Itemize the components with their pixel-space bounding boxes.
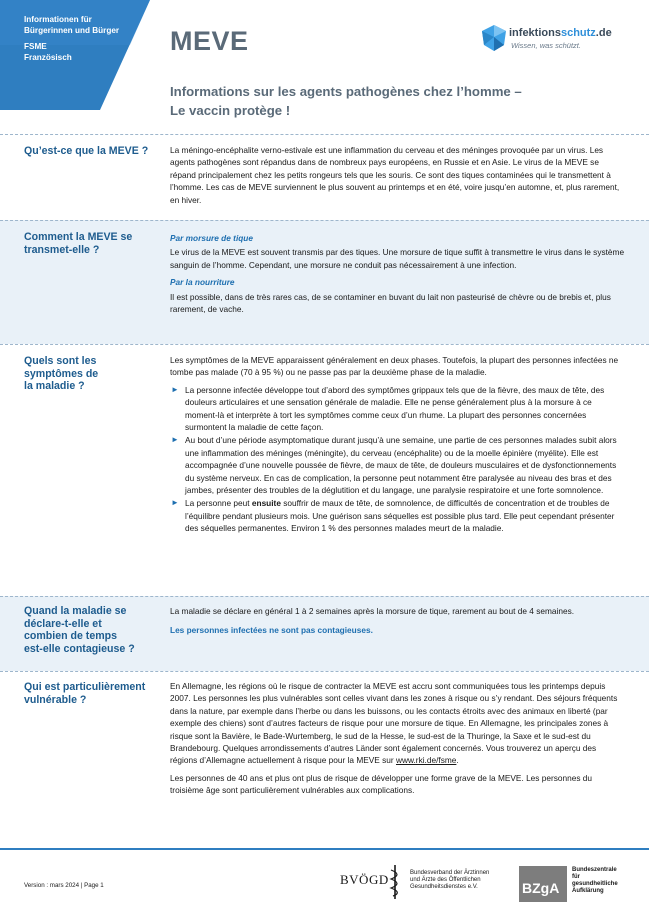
section-transmission [0,220,649,344]
arrow-bullet-icon: ► [171,384,179,394]
answer-paragraph: La maladie se déclare en général 1 à 2 semaines après la morsure de tique, rarement au bout de 4 semaines. [170,606,575,616]
bzga-logo: BZgA [519,866,567,902]
bvoegd-logo: BVÖGD [340,872,389,887]
list-item: ► La personne peut ensuite souffrir de maux de tête, de somnolence, de difficultés de concentration et de troubles de l’équilibre pendant plusieurs mois. Une guérison sans séquelles est possible plus tard. Elle peut cependant présenter des séquelles permanentes. Environ 1 % des personnes malades meurt de la maladie. [171,498,615,534]
disease-code: FSME [24,42,47,51]
subheading: Par la nourriture [170,277,235,288]
language-label: Französisch [24,52,72,62]
section-divider [0,134,649,135]
page-subtitle [170,82,522,120]
list-item: ► Au bout d’une période asymptomatique durant jusqu’à une semaine, une partie de ces personnes malades subit alors une inflammation des méninges (méningite), du cerveau (encéphalite) ou de la moelle épinière (myélite). Elle est accompagnée d’une nouvelle poussée de fièvre, de maux de tête, de douleurs musculaires et de dysfonctionnements du système nerveux. En cas de complication, la personne peut notamment être paralysée au niveau des bras et des jambes, présenter des troubles de la déglutition et du langage, une paralysie respiratoire et une forte somnolence. [171,435,617,496]
answer-paragraph: Le virus de la MEVE est souvent transmis par des tiques. Une morsure de tique suffit à transmettre le virus dans le système sanguin de l’homme. Cependant, une morsure ne conduit pas nécessairement à une infection. [170,247,625,270]
audience-line: Informationen für [24,15,92,24]
version-label: Version : mars 2024 | Page 1 [24,882,104,889]
arrow-bullet-icon: ► [171,435,179,445]
section-divider [0,596,649,597]
section-divider [0,344,649,345]
bzga-text: Bundeszentrale für gesundheitliche Aufklärung [572,867,618,894]
section-answer [170,144,625,211]
bvoegd-text: Bundesverband der Ärztinnen und Ärzte des Öffentlichen Gesundheitsdienstes e.V. [410,870,490,890]
section-onset [0,596,649,671]
section-divider [0,671,649,672]
section-question: Quels sont les symptômes de la maladie ? [24,355,99,393]
section-answer [170,354,625,536]
subheading: Par morsure de tique [170,233,253,243]
section-risk [0,671,649,821]
answer-paragraph: Il est possible, dans de très rares cas, de se contaminer en buvant du lait non pasteurisé de chèvre ou de brebis et, plus rarement, de vache. [170,291,611,315]
section-question: Comment la MEVE se transmet-elle ? [24,231,133,256]
section-question: Quand la maladie se déclare-t-elle et combien de temps est-elle contagieuse ? [24,605,135,655]
answer-paragraph: La méningo-encéphalite verno-estivale est une inflammation du cerveau et des méninges provoquée par un virus. Les agents pathogènes sont répandus dans de nombreux pays européens, en Russie et en Asie. Le virus de la MEVE se répand principalement chez les petits rongeurs tels que les souris. Ce sont des tiques contaminées qui le transmettent à l’homme. Les cas de MEVE surviennent le plus souvent au printemps et en été, voire jusqu’en automne, et, plus rarement, en hiver. [170,145,620,205]
answer-paragraph: En Allemagne, les régions où le risque de contracter la MEVE est accru sont communiquées tous les printemps depuis 2007. Les personnes les plus vulnérables sont celles vivant dans les zones à risque ou s’y rendant. Des séjours fréquents dans la nature, par exemple dans l’herbe ou dans les buissons, ou les contacts étroits avec des animaux en liberté (par exemple des chiens) sont d’autres facteurs de risque pour une morsure de tique. En Allemagne, les principales zones à risque sont la Bavière, le Bade-Wurtemberg, le sud de la Hesse, le sud-est de la Thuringe, la Saxe et le sud-est du Brandebourg. Quelques arrondissements d’autres Länder sont également concernés. Vous trouverez un aperçu des régions d’Allemagne actuellement à risque pour la MEVE sur www.rki.de/fsme. [170,681,618,766]
section-answer [170,232,625,320]
logo-shield-icon [481,24,507,52]
answer-paragraph: Les personnes de 40 ans et plus ont plus de risque de développer une forme grave de la MEVE. Les personnes du troisième âge sont particulièrement vulnérables aux complications. [170,772,593,796]
arrow-bullet-icon: ► [171,498,179,508]
rki-link[interactable]: www.rki.de/fsme [395,755,457,766]
answer-paragraph: Les symptômes de la MEVE apparaissent généralement en deux phases. Toutefois, la plupart des personnes infectées ne tombe pas malade (70 à 95 %) ou ne passe pas par la deuxième phase de la maladie. [170,355,619,378]
aesculapian-staff-icon [388,864,402,900]
logo-tagline: Wissen, was schützt. [511,41,581,50]
audience-line: Bürgerinnen und Bürger [24,25,120,35]
footer-rule [0,848,649,850]
contagion-note: Les personnes infectées ne sont pas contagieuses. [170,625,373,636]
page-title: MEVE [170,26,249,56]
symptom-list [170,384,625,535]
audience-label [24,15,119,63]
section-divider [0,220,649,221]
section-answer [170,605,625,637]
section-question: Qu’est-ce que la MEVE ? [24,145,149,157]
list-item: ► La personne infectée développe tout d’abord des symptômes grippaux tels que de la fièvre, des maux de tête, des douleurs articulaires et une sensation générale de maladie. Elle ne pense généralement plus à la morsure à ce moment-là et interprète à tort les symptômes comme ceux d’un rhume. La plupart des personnes concernées surmontent la maladie de cette façon. [171,384,605,433]
header-corner [0,0,170,110]
subtitle-line: Informations sur les agents pathogènes chez l’homme – [170,84,522,99]
section-answer [170,680,625,802]
logo-wordmark: infektionsschutz.de [509,27,612,39]
infektionsschutz-logo [481,24,631,60]
subtitle-line: Le vaccin protège ! [170,103,291,118]
section-question: Qui est particulièrement vulnérable ? [24,681,146,706]
section-symptoms [0,344,649,596]
section-what [0,134,649,220]
